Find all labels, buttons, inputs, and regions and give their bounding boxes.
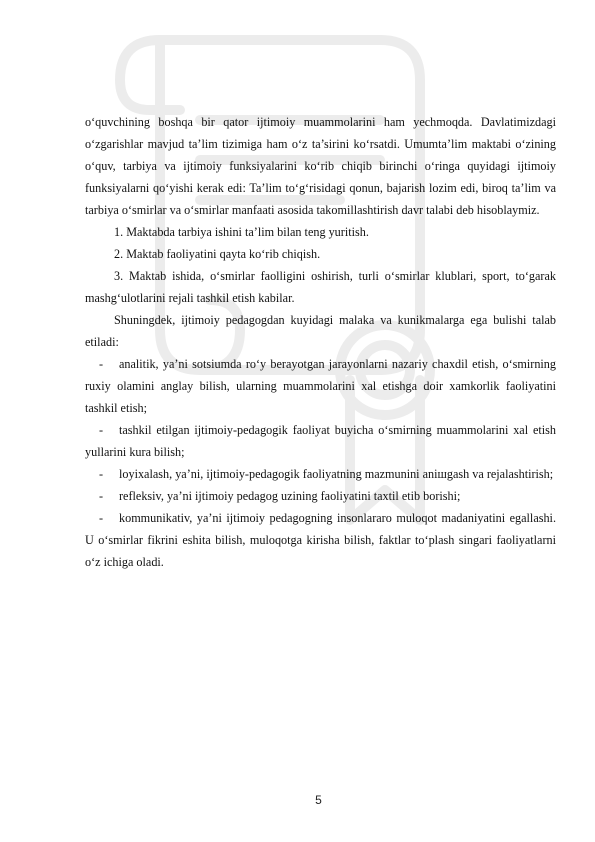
list-item-text: kommunikativ, ya’ni ijtimoiy pedagogning insonlararo muloqot madaniyatini egallashi. U o‘smirlar fikrini eshita bilish, muloqotga kirisha bilish, faktlar to‘plash singari faoliyatlarni o‘z ichiga oladi. bbox=[85, 511, 556, 569]
list-item-text: tashkil etilgan ijtimoiy-pedagogik faoliyat buyicha o‘smirning muammolarini xal etish yullarini kura bilish; bbox=[85, 423, 556, 459]
numbered-item-1: 1. Maktabda tarbiya ishini ta’lim bilan teng yuritish. bbox=[114, 225, 369, 239]
list-item-text: loyixalash, ya’ni, ijtimoiy-pedagogik faoliyatning mazmunini aniшgash va rejalashtirish; bbox=[119, 467, 554, 481]
numbered-item-3: 3. Maktab ishida, o‘smirlar faolligini oshirish, turli o‘smirlar klublari, sport, to‘garak mashg‘ulotlarini rejali tashkil etish kabilar. bbox=[85, 269, 556, 305]
numbered-item-2: 2. Maktab faoliyatini qayta ko‘rib chiqish. bbox=[114, 247, 321, 261]
list-item-communicative bbox=[85, 507, 556, 573]
list-item-reflexive bbox=[85, 485, 556, 507]
page-number: 5 bbox=[315, 793, 322, 807]
list-item-text: refleksiv, ya’ni ijtimoiy pedagog uzining faoliyatini taxtil etib borishi; bbox=[119, 489, 461, 503]
paragraph-skills-intro: Shuningdek, ijtimoiy pedagogdan kuyidagi malaka va kunikmalarga ega bulishi talab etiladi: bbox=[85, 313, 556, 349]
list-dash: - bbox=[99, 467, 104, 481]
list-item-organize bbox=[85, 419, 556, 463]
list-dash: - bbox=[99, 423, 104, 437]
list-dash: - bbox=[99, 511, 104, 525]
document-body bbox=[85, 111, 556, 573]
list-dash: - bbox=[99, 489, 104, 503]
list-item-design bbox=[85, 463, 556, 485]
paragraph-intro: o‘quvchining boshqa bir qator ijtimoiy muammolarini ham yechmoqda. Davlatimizdagi o‘zgarishlar mavjud ta’lim tizimiga ham o‘z ta’sirini ko‘rsatdi. Umumta’lim maktabi o‘zining o‘quv, tarbiya va ijtimoiy funksiyalarini ko‘rib chiqib birinchi o‘ringa quyidagi ijtimoiy funksiyalarni qo‘yishi kerak edi: Ta’lim to‘g‘risidagi qonun, bajarish lozim edi, biroq ta’lim va tarbiya o‘smirlar va o‘smirlar manfaati asosida takomillashtirish davr talabi deb hisoblaymiz. bbox=[85, 115, 556, 217]
list-dash: - bbox=[99, 357, 104, 371]
list-item-text: analitik, ya’ni sotsiumda ro‘y berayotgan jarayonlarni nazariy chaxdil etish, o‘smirning ruxiy olamini anglay bilish, ularning muammolarini xal etishga doir xamkorlik faoliyatini tashkil etish; bbox=[85, 357, 556, 415]
list-item-analytic bbox=[85, 353, 556, 419]
